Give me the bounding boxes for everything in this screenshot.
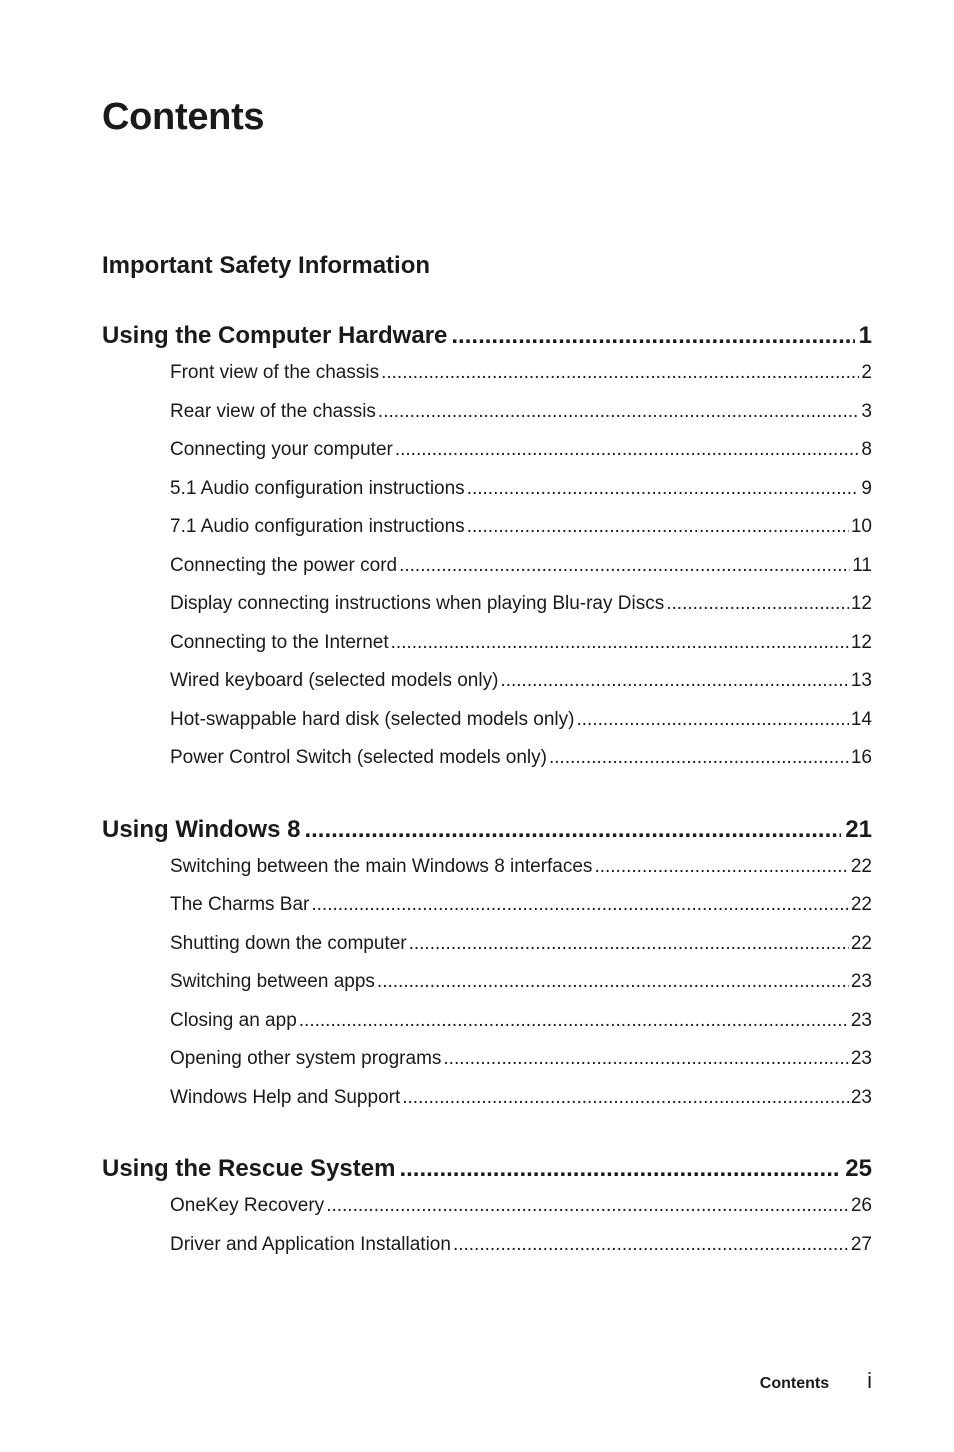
dot-leader [326,1195,849,1217]
toc-entry[interactable] [170,401,872,440]
dot-leader [402,1087,849,1109]
toc-entry-page: 22 [850,932,872,954]
toc-entry[interactable] [170,632,872,671]
toc-section-heading[interactable] [102,816,872,856]
dot-leader [304,816,841,844]
toc-entry-page: 11 [852,554,872,576]
toc-entry-title: Hot-swappable hard disk (selected models only) [170,708,575,730]
toc-entry-title: Switching between apps [170,971,375,992]
toc-entry[interactable] [170,555,872,594]
toc-entry-page: 23 [850,1086,872,1108]
toc-section-heading[interactable] [102,1155,872,1195]
footer-page-number: i [867,1368,872,1393]
toc-entry-title: Connecting to the Internet [170,631,389,653]
dot-leader [378,401,860,423]
toc-entry-page: 22 [850,894,872,915]
toc-entry-list [102,856,872,1126]
toc-entry-title: Connecting your computer [170,439,393,460]
toc-entry-title: Closing an app [170,1009,297,1031]
toc-entry-page: 16 [850,747,872,768]
toc-entry-title: Wired keyboard (selected models only) [170,670,499,691]
toc-section [102,1155,872,1272]
toc-section-title: Using Windows 8 [102,815,301,843]
dot-leader [453,1234,849,1256]
toc-heading-title: Important Safety Information [102,252,431,279]
toc-entry-title: Front view of the chassis [170,362,380,383]
dot-leader [666,593,849,615]
dot-leader [399,1155,841,1183]
toc-entry-title: Opening other system programs [170,1048,442,1069]
toc-section [102,322,872,786]
toc-section-page: 21 [845,815,872,843]
dot-leader [549,747,849,769]
toc-entry[interactable] [170,971,872,1010]
dot-leader [311,894,848,916]
dot-leader [500,670,848,692]
toc-entry-list [102,362,872,786]
toc-entry-page: 14 [850,708,872,730]
toc-entry[interactable] [170,933,872,972]
toc-entry-page: 27 [850,1233,872,1255]
toc-entry-title: Shutting down the computer [170,932,407,954]
page-title: Contents [102,96,265,138]
toc-entry-page: 12 [850,631,872,653]
dot-leader [467,516,849,538]
toc-entry-title: 5.1 Audio configuration instructions [170,477,465,499]
toc-entry-page: 13 [850,670,872,691]
toc-entry[interactable] [170,593,872,632]
toc-entry[interactable] [170,894,872,933]
toc-entry-page: 2 [861,362,872,383]
dot-leader [467,478,860,500]
toc-entry[interactable] [170,439,872,478]
toc-entry-title: 7.1 Audio configuration instructions [170,516,465,537]
toc-sections [102,322,872,1272]
dot-leader [391,632,849,654]
toc-entry-page: 12 [850,593,872,614]
toc-section-page: 1 [858,322,872,349]
toc-entry-page: 26 [850,1195,872,1216]
toc-entry[interactable] [170,709,872,748]
dot-leader [399,555,850,577]
toc-entry[interactable] [170,747,872,786]
dot-leader [299,1010,849,1032]
toc-section-page: 25 [845,1155,872,1182]
toc-entry-title: Power Control Switch (selected models only) [170,747,547,768]
toc-entry[interactable] [170,1010,872,1049]
toc-entry-page: 10 [850,516,872,537]
dot-leader [409,933,849,955]
toc-entry-title: The Charms Bar [170,894,310,915]
toc-entry-title: Rear view of the chassis [170,400,376,422]
toc-entry[interactable] [170,670,872,709]
dot-leader [451,322,854,350]
table-of-contents [102,252,872,1272]
toc-entry[interactable] [170,856,872,895]
toc-section [102,816,872,1126]
toc-entry-title: Switching between the main Windows 8 interfaces [170,855,593,877]
toc-entry-list [102,1195,872,1272]
toc-entry-title: Driver and Application Installation [170,1233,451,1255]
dot-leader [381,362,859,384]
toc-section-title: Using the Computer Hardware [102,322,448,349]
toc-entry[interactable] [170,478,872,517]
footer-label: Contents [759,1375,830,1392]
toc-entry[interactable] [170,1048,872,1087]
dot-leader [443,1048,848,1070]
toc-entry[interactable] [170,516,872,555]
toc-section-title: Using the Rescue System [102,1155,396,1182]
toc-entry-title: Display connecting instructions when playing Blu-ray Discs [170,593,665,614]
toc-entry-page: 23 [850,1009,872,1031]
toc-entry-title: Windows Help and Support [170,1086,401,1108]
toc-entry-page: 8 [861,439,872,460]
dot-leader [594,856,848,878]
toc-entry[interactable] [170,1087,872,1126]
toc-section-heading[interactable] [102,322,872,362]
toc-entry-page: 22 [850,855,872,877]
page-footer [760,1368,872,1394]
toc-entry[interactable] [170,362,872,401]
toc-entry-page: 9 [861,477,872,499]
toc-entry-page: 3 [861,400,872,422]
dot-leader [395,439,860,461]
toc-entry-title: OneKey Recovery [170,1195,325,1216]
toc-entry-title: Connecting the power cord [170,554,398,576]
toc-heading-safety[interactable] [102,252,872,292]
toc-entry-page: 23 [850,971,872,992]
toc-entry[interactable] [170,1195,872,1234]
toc-entry[interactable] [170,1234,872,1273]
dot-leader [576,709,848,731]
toc-entry-page: 23 [850,1048,872,1069]
dot-leader [377,971,849,993]
